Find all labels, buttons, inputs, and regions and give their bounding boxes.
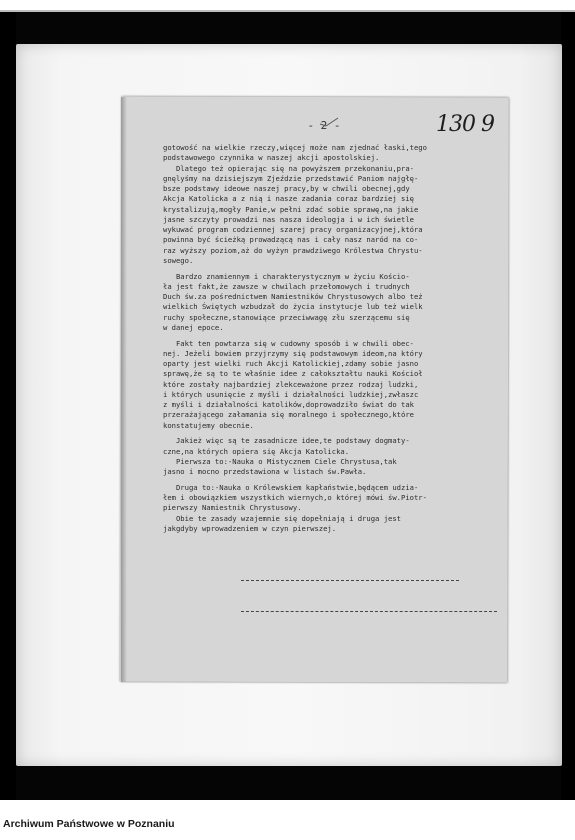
text-line: oparty jest wielki ruch Akcji Katolickiej,zdamy sobie jasno xyxy=(163,359,419,368)
text-line: konstatujemy obecnie. xyxy=(163,420,254,430)
text-line: ła jest fakt,że zawsze w chwilach przełomowych i trudnych xyxy=(163,281,410,291)
text-line: Dlatego też opierając się na powyższem przekonaniu,pra- xyxy=(163,163,414,173)
text-line: przerażającego załamania się moralnego i społecznego,które xyxy=(163,410,414,420)
text-line: łem i obowiązkiem wszystkich wiernych,o której mówi św.Piotr- xyxy=(163,493,427,502)
text-line: Duch św.za pośrednictwem Namiestników Chrystusowych albo też xyxy=(163,292,423,301)
text-line: Bardzo znamiennym i charakterystycznym w życiu Kościo- xyxy=(163,271,410,281)
text-line: ruchy społeczne,stanowiące przeciwwagę złu szerzącemu się xyxy=(163,312,410,322)
text-line: krystalizują,mogły Panie,w pełni zdać sobie sprawę,na jakie xyxy=(163,204,419,214)
archive-label: Archiwum Państwowe w Poznaniu xyxy=(3,818,175,830)
text-line: jasne szczyty prowadzi nas nasza ideologja i w ich świetle xyxy=(163,214,414,224)
folio-number: 130 9 xyxy=(436,112,494,137)
text-line: wykuwać program codziennej szarej pracy organizacyjnej,która xyxy=(163,225,423,234)
text-line: bsze podstawy ideowe naszej pracy,by w chwili obecnej,gdy xyxy=(163,184,410,193)
text-line: Fakt ten powtarza się w cudowny sposób i w chwili obec- xyxy=(163,338,414,348)
text-line: które zostały najbardziej zlekceważone przez rodzaj ludzki, xyxy=(163,379,419,389)
text-line: podstawowego czynnika w naszej akcji apostolskiej. xyxy=(163,153,380,163)
underline-mark xyxy=(241,580,459,581)
top-margin xyxy=(0,0,575,8)
text-line: Akcja Katolicka a z nią i nasze zadania coraz bardziej się xyxy=(163,194,414,204)
text-line: Obie te zasady wzajemnie się dopełniają i druga jest xyxy=(163,513,401,523)
text-line: Pierwsza to:-Nauka o Mistycznem Ciele Chrystusa,tak xyxy=(163,456,397,466)
film-edge-right xyxy=(561,12,575,800)
text-line: gotowość na wielkie rzeczy,więcej może nam zjednać łaski,tego xyxy=(163,143,427,152)
text-line: raz wyższy poziom,aż do wyżyn prawdziwego Królestwa Chrystu- xyxy=(163,245,423,255)
text-line: jasno i mocno przedstawiona w listach św.Pawła. xyxy=(163,467,367,476)
text-line: powinna być ścieżką prowadzącą nas i cały nasz naród na co- xyxy=(163,235,419,245)
text-line: jakgdyby wprowadzeniem w czyn pierwszej. xyxy=(163,523,337,533)
text-line: gnęlyśmy na dzisiejszym Zjeździe przedstawić Paniom najgłę- xyxy=(163,173,419,183)
text-line: i których usunięcie z myśli i działalności ludzkiej,zwłaszc xyxy=(163,389,419,399)
text-line: czne,na których opiera się Akcja Katolicka. xyxy=(163,446,350,456)
text-line: Jakież więc są te zasadnicze idee,te podstawy dogmaty- xyxy=(163,436,410,446)
film-edge-left xyxy=(0,12,16,800)
typed-body-text xyxy=(163,143,503,663)
text-line: pierwszy Namiestnik Chrystusowy. xyxy=(163,503,302,513)
text-line: w danej epoce. xyxy=(163,322,224,332)
text-line: wielkich Świętych wzbudzał do życia instytucje lub też wielk xyxy=(163,302,423,312)
text-line: sowego. xyxy=(163,255,194,265)
text-line: z myśli i działalności katolików,doprowadziło świat do tak xyxy=(163,400,414,409)
text-line: nej. Jeżeli bowiem przyjrzymy się podstawowym ideom,na który xyxy=(163,348,423,358)
underline-mark xyxy=(241,611,497,612)
text-line: sprawę,że są to te właśnie idee z całokształtu nauki Kościoł xyxy=(163,369,423,379)
text-line: Druga to:-Nauka o Królewskiem kapłaństwie,będącem udzia- xyxy=(163,482,419,492)
page-edge-shadow xyxy=(121,97,127,682)
check-mark-icon xyxy=(318,117,340,127)
page-number: - 2 - xyxy=(307,119,341,132)
